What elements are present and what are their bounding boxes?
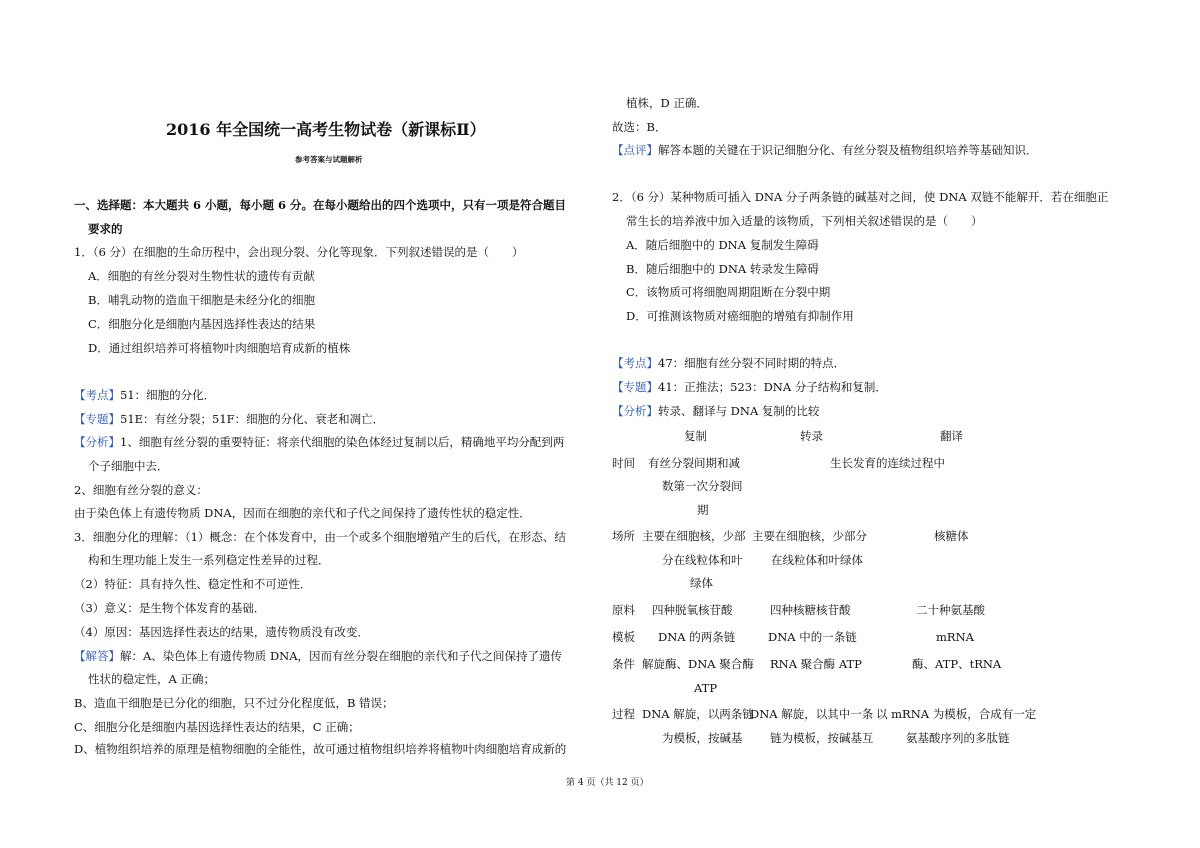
cell-place-transcription: 主要在细胞核，少部分 xyxy=(752,529,867,543)
answer-line: C、细胞分化是细胞内基因选择性表达的结果，C 正确； xyxy=(74,720,360,734)
cell-process-transcription: 链为模板，按碱基互 xyxy=(770,731,874,745)
q1-jieda xyxy=(74,649,562,664)
q1-jieda-cont: 性状的稳定性，A 正确； xyxy=(88,672,215,686)
body-line: 构和生理功能上发生一系列稳定性差异的过程． xyxy=(88,553,330,567)
cell-template-transcription: DNA 中的一条链 xyxy=(768,630,857,644)
kaodian-text: 51：细胞的分化． xyxy=(120,388,216,402)
q2-option-b: B．随后细胞中的 DNA 转录发生障碍 xyxy=(626,262,819,276)
page-footer: 第 4 页（共 12 页） xyxy=(566,778,649,788)
table-header-replication: 复制 xyxy=(684,429,707,443)
cell-process-replication: DNA 解旋，以两条链 xyxy=(642,707,754,721)
cell-condition-transcription: RNA 聚合酶 ATP xyxy=(770,657,862,671)
cell-material-translation: 二十种氨基酸 xyxy=(916,603,985,617)
cell-time-replication: 有丝分裂间期和减 xyxy=(648,456,740,470)
document-title: 2016 年全国统一高考生物试卷（新课标Ⅱ） xyxy=(166,120,486,139)
fenxi-text: 转录、翻译与 DNA 复制的比较 xyxy=(658,404,820,418)
cell-process-replication: 为模板，按碱基 xyxy=(662,731,743,745)
cell-place-translation: 核糖体 xyxy=(934,529,969,543)
fenxi-tag: 【分析】 xyxy=(74,435,120,449)
row-label-material: 原料 xyxy=(612,603,635,617)
cell-process-transcription: DNA 解旋，以其中一条 xyxy=(750,707,874,721)
q1-zhuanti xyxy=(74,412,384,427)
q2-zhuanti xyxy=(612,380,887,395)
dianping-tag: 【点评】 xyxy=(612,143,658,157)
zhuanti-tag: 【专题】 xyxy=(74,412,120,426)
kaodian-tag: 【考点】 xyxy=(74,388,120,402)
q2-stem-cont: 常生长的培养液中加入适量的该物质，下列相关叙述错误的是（ ） xyxy=(626,214,983,228)
body-line: （4）原因：基因选择性表达的结果，遗传物质没有改变． xyxy=(74,625,369,639)
cell-condition-replication: 解旋酶、DNA 聚合酶 xyxy=(642,657,754,671)
cell-place-replication: 分在线粒体和叶 xyxy=(662,553,743,567)
row-label-process: 过程 xyxy=(612,707,635,721)
cell-time-replication: 数第一次分裂间 xyxy=(662,479,743,493)
continued-line: 植株，D 正确． xyxy=(626,96,708,110)
q2-option-a: A．随后细胞中的 DNA 复制发生障碍 xyxy=(626,238,819,252)
zhuanti-text: 41：正推法；523：DNA 分子结构和复制． xyxy=(658,380,887,394)
section-heading: 一、选择题：本大题共 6 小题，每小题 6 分。在每小题给出的四个选项中，只有一项是符合题目 xyxy=(74,198,567,212)
body-line: 2、细胞有丝分裂的意义： xyxy=(74,483,208,497)
jieda-text: 解：A、染色体上有遗传物质 DNA，因而有丝分裂在细胞的亲代和子代之间保持了遗传 xyxy=(120,649,563,663)
q2-option-c: C．该物质可将细胞周期阻断在分裂中期 xyxy=(626,285,831,299)
body-line: 由于染色体上有遗传物质 DNA，因而在细胞的亲代和子代之间保持了遗传性状的稳定性． xyxy=(74,506,531,520)
cell-material-transcription: 四种核糖核苷酸 xyxy=(770,603,851,617)
dianping-text: 解答本题的关键在于识记细胞分化、有丝分裂及植物组织培养等基础知识． xyxy=(658,143,1038,157)
cell-material-replication: 四种脱氧核苷酸 xyxy=(652,603,733,617)
answer-line: D、植物组织培养的原理是植物细胞的全能性，故可通过植物组织培养将植物叶肉细胞培育成新的 xyxy=(74,742,567,756)
cell-time-replication: 期 xyxy=(697,503,709,517)
row-label-template: 模板 xyxy=(612,630,635,644)
q1-stem: 1．（6 分）在细胞的生命历程中，会出现分裂、分化等现象．下列叙述错误的是（ ） xyxy=(74,245,524,259)
q1-option-d: D．通过组织培养可将植物叶肉细胞培育成新的植株 xyxy=(88,341,351,355)
table-header-translation: 翻译 xyxy=(940,429,963,443)
q2-kaodian xyxy=(612,356,845,371)
document-subtitle: 参考答案与试题解析 xyxy=(295,155,363,164)
cell-process-translation: 以 mRNA 为模板，合成有一定 xyxy=(876,707,1037,721)
q2-option-d: D．可推测该物质对癌细胞的增殖有抑制作用 xyxy=(626,309,854,323)
q1-fenxi xyxy=(74,435,564,450)
cell-condition-translation: 酶、ATP、tRNA xyxy=(912,657,1002,671)
row-label-place: 场所 xyxy=(612,529,635,543)
dianping xyxy=(612,143,1038,158)
body-line: （3）意义：是生物个体发育的基础． xyxy=(74,601,266,615)
q1-kaodian xyxy=(74,388,215,403)
cell-place-replication: 主要在细胞核，少部 xyxy=(642,529,746,543)
cell-process-translation: 氨基酸序列的多肽链 xyxy=(906,731,1010,745)
q2-stem: 2．（6 分）某种物质可插入 DNA 分子两条链的碱基对之间，使 DNA 双链不能解开．若在细胞正 xyxy=(612,190,1109,204)
kaodian-tag: 【考点】 xyxy=(612,356,658,370)
row-label-condition: 条件 xyxy=(612,657,635,671)
jieda-tag: 【解答】 xyxy=(74,649,120,663)
body-line: 3．细胞分化的理解：（1）概念：在个体发育中，由一个或多个细胞增殖产生的后代，在形态、结 xyxy=(74,530,566,544)
zhuanti-text: 51E：有丝分裂；51F：细胞的分化、衰老和凋亡． xyxy=(120,412,385,426)
cell-place-transcription: 在线粒体和叶绿体 xyxy=(771,553,863,567)
q2-fenxi xyxy=(612,404,819,419)
cell-condition-replication: ATP xyxy=(694,681,718,695)
kaodian-text: 47：细胞有丝分裂不同时期的特点． xyxy=(658,356,846,370)
q1-option-b: B．哺乳动物的造血干细胞是未经分化的细胞 xyxy=(88,293,315,307)
q1-option-c: C．细胞分化是细胞内基因选择性表达的结果 xyxy=(88,317,316,331)
choice-line: 故选：B． xyxy=(612,120,667,134)
row-label-time: 时间 xyxy=(612,456,635,470)
zhuanti-tag: 【专题】 xyxy=(612,380,658,394)
cell-template-replication: DNA 的两条链 xyxy=(658,630,736,644)
section-heading-cont: 要求的 xyxy=(88,222,123,236)
cell-time-transcription-translation: 生长发育的连续过程中 xyxy=(830,456,945,470)
body-line: （2）特征：具有持久性、稳定性和不可逆性． xyxy=(74,577,312,591)
answer-line: B、造血干细胞是已分化的细胞，只不过分化程度低，B 错误； xyxy=(74,696,394,710)
q1-fenxi-cont: 个子细胞中去． xyxy=(88,459,169,473)
fenxi-text: 1、细胞有丝分裂的重要特征：将亲代细胞的染色体经过复制以后，精确地平均分配到两 xyxy=(120,435,565,449)
q1-option-a: A．细胞的有丝分裂对生物性状的遗传有贡献 xyxy=(88,269,315,283)
fenxi-tag: 【分析】 xyxy=(612,404,658,418)
table-header-transcription: 转录 xyxy=(800,429,823,443)
cell-template-translation: mRNA xyxy=(936,630,974,644)
cell-place-replication: 绿体 xyxy=(690,576,713,590)
